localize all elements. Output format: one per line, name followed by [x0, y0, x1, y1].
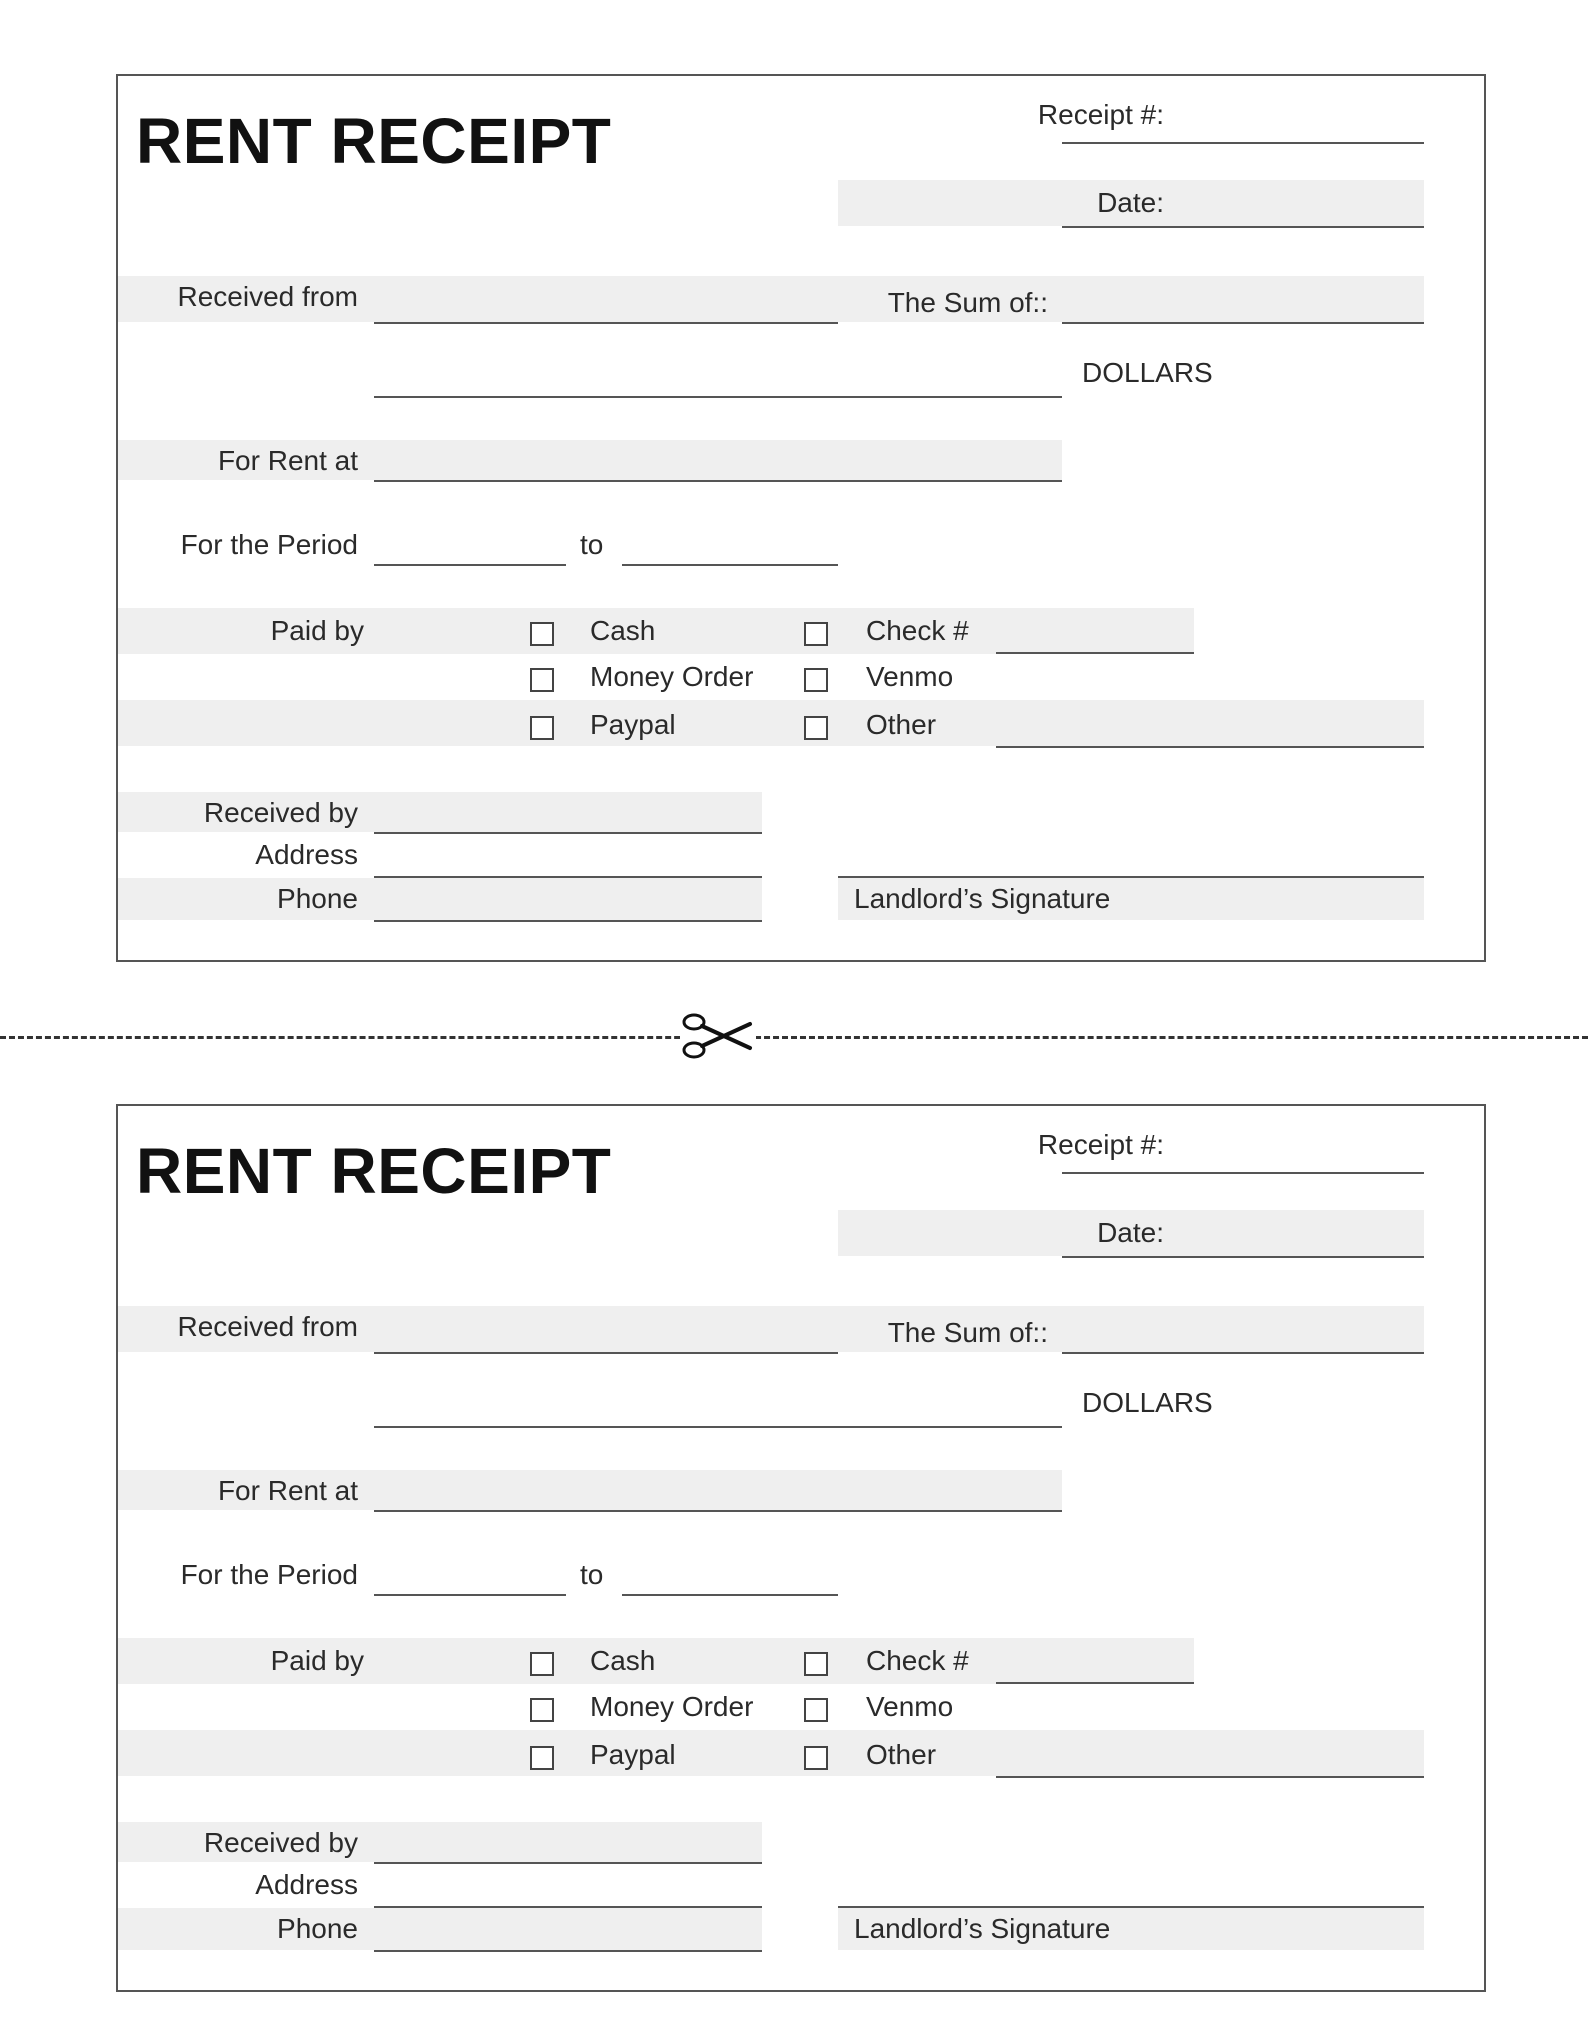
received-by-field[interactable]	[374, 832, 762, 834]
check-checkbox[interactable]	[804, 622, 828, 646]
paid-by-label: Paid by	[270, 615, 364, 646]
dollars-label: DOLLARS	[1082, 357, 1213, 388]
received-by-label: Received by	[203, 1827, 358, 1858]
period-end-field[interactable]	[622, 1594, 838, 1596]
check-label: Check #	[866, 1645, 969, 1676]
address-label: Address	[255, 839, 358, 870]
check-label: Check #	[866, 615, 969, 646]
paypal-label: Paypal	[590, 709, 676, 740]
cut-line	[0, 1036, 1588, 1039]
money-order-checkbox[interactable]	[530, 1698, 554, 1722]
dollars-label: DOLLARS	[1082, 1387, 1213, 1418]
phone-label: Phone	[277, 1913, 358, 1944]
money-order-checkbox[interactable]	[530, 668, 554, 692]
cash-label: Cash	[590, 615, 656, 646]
amount-words-field[interactable]	[374, 396, 1062, 398]
phone-field[interactable]	[374, 920, 762, 922]
address-label: Address	[255, 1869, 358, 1900]
rent-at-field[interactable]	[374, 1510, 1062, 1512]
check-number-field[interactable]	[996, 1682, 1194, 1684]
paypal-row-shade	[118, 700, 1424, 746]
other-method-field[interactable]	[996, 746, 1424, 748]
rent-at-label: For Rent at	[217, 1475, 358, 1506]
date-label: Date:	[1097, 187, 1164, 218]
cash-checkbox[interactable]	[530, 622, 554, 646]
received-from-field[interactable]	[374, 1352, 838, 1354]
check-number-field[interactable]	[996, 652, 1194, 654]
period-start-field[interactable]	[374, 1594, 566, 1596]
venmo-checkbox[interactable]	[804, 668, 828, 692]
period-end-field[interactable]	[622, 564, 838, 566]
sum-field[interactable]	[1062, 322, 1424, 324]
rent-receipt	[116, 74, 1486, 962]
money-order-label: Money Order	[590, 661, 754, 692]
date-field[interactable]	[1062, 226, 1424, 228]
date-field[interactable]	[1062, 1256, 1424, 1258]
receipt-title: RENT RECEIPT	[136, 105, 612, 177]
other-checkbox[interactable]	[804, 716, 828, 740]
received-from-field[interactable]	[374, 322, 838, 324]
sum-label: The Sum of::	[887, 287, 1048, 318]
other-label: Other	[866, 709, 937, 740]
period-label: For the Period	[180, 1559, 358, 1590]
receipt-number-field[interactable]	[1062, 1172, 1424, 1174]
phone-field[interactable]	[374, 1950, 762, 1952]
received-from-label: Received from	[177, 281, 358, 312]
period-to-label: to	[580, 529, 604, 560]
period-start-field[interactable]	[374, 564, 566, 566]
receipt-number-label: Receipt #:	[1037, 99, 1164, 130]
period-to-label: to	[580, 1559, 604, 1590]
period-label: For the Period	[180, 529, 358, 560]
sum-field[interactable]	[1062, 1352, 1424, 1354]
other-label: Other	[866, 1739, 937, 1770]
signature-label: Landlord’s Signature	[854, 1913, 1111, 1944]
venmo-label: Venmo	[866, 661, 954, 692]
cash-label: Cash	[590, 1645, 656, 1676]
money-order-label: Money Order	[590, 1691, 754, 1722]
signature-label: Landlord’s Signature	[854, 883, 1111, 914]
venmo-label: Venmo	[866, 1691, 954, 1722]
paypal-checkbox[interactable]	[530, 716, 554, 740]
other-checkbox[interactable]	[804, 1746, 828, 1770]
cash-checkbox[interactable]	[530, 1652, 554, 1676]
received-from-label: Received from	[177, 1311, 358, 1342]
sum-label: The Sum of::	[887, 1317, 1048, 1348]
rent-receipt	[116, 1104, 1486, 1992]
received-by-field[interactable]	[374, 1862, 762, 1864]
paypal-row-shade	[118, 1730, 1424, 1776]
phone-label: Phone	[277, 883, 358, 914]
received-by-label: Received by	[203, 797, 358, 828]
date-label: Date:	[1097, 1217, 1164, 1248]
rent-at-label: For Rent at	[217, 445, 358, 476]
paypal-label: Paypal	[590, 1739, 676, 1770]
amount-words-field[interactable]	[374, 1426, 1062, 1428]
rent-at-field[interactable]	[374, 480, 1062, 482]
paypal-checkbox[interactable]	[530, 1746, 554, 1770]
scissors-icon	[680, 1008, 756, 1064]
receipt-number-label: Receipt #:	[1037, 1129, 1164, 1160]
venmo-checkbox[interactable]	[804, 1698, 828, 1722]
receipt-number-field[interactable]	[1062, 142, 1424, 144]
check-checkbox[interactable]	[804, 1652, 828, 1676]
paid-by-label: Paid by	[270, 1645, 364, 1676]
receipt-title: RENT RECEIPT	[136, 1135, 612, 1207]
other-method-field[interactable]	[996, 1776, 1424, 1778]
